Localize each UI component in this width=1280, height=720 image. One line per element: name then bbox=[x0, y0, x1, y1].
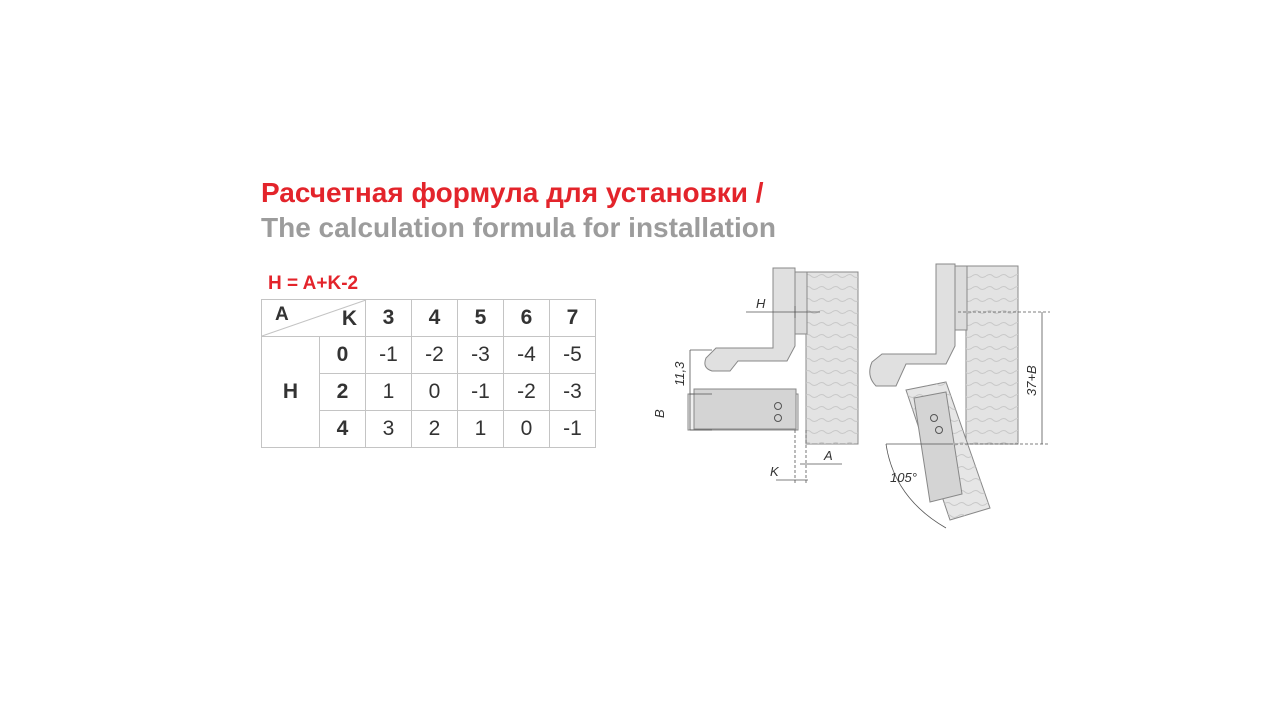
corner-label-a: A bbox=[275, 304, 289, 325]
k-value: 4 bbox=[412, 300, 458, 337]
label-h: H bbox=[756, 296, 766, 311]
open-hinge-drawing bbox=[870, 264, 1050, 528]
label-angle: 105° bbox=[890, 470, 917, 485]
label-a: A bbox=[824, 448, 833, 463]
k-value: 3 bbox=[366, 300, 412, 337]
wood-grain bbox=[806, 272, 858, 444]
table-cell: 0 bbox=[412, 374, 458, 411]
mounting-plate bbox=[795, 272, 807, 334]
wood-grain bbox=[966, 266, 1018, 444]
hinge-arm bbox=[870, 264, 955, 386]
a-value: 4 bbox=[320, 411, 366, 448]
table-cell: -3 bbox=[550, 374, 596, 411]
hinge-diagram bbox=[650, 258, 1039, 538]
mounting-plate bbox=[955, 266, 967, 330]
hinge-cup bbox=[694, 389, 796, 429]
table-cell: -2 bbox=[504, 374, 550, 411]
h-label: H bbox=[262, 337, 320, 448]
table-cell: 1 bbox=[458, 411, 504, 448]
table-cell: -5 bbox=[550, 337, 596, 374]
hinge-arm bbox=[705, 268, 795, 371]
table-cell: 3 bbox=[366, 411, 412, 448]
a-value: 2 bbox=[320, 374, 366, 411]
a-value: 0 bbox=[320, 337, 366, 374]
k-label: K bbox=[341, 307, 357, 330]
label-k: K bbox=[770, 464, 779, 479]
table-cell: -3 bbox=[458, 337, 504, 374]
table-cell: 2 bbox=[412, 411, 458, 448]
table-cell: -1 bbox=[550, 411, 596, 448]
table-cell: -1 bbox=[366, 337, 412, 374]
table-cell: 0 bbox=[504, 411, 550, 448]
k-value: 6 bbox=[504, 300, 550, 337]
table-cell: -1 bbox=[458, 374, 504, 411]
table-cell: -4 bbox=[504, 337, 550, 374]
title-ru: Расчетная формула для установки / bbox=[261, 177, 764, 208]
formula: H = A+K-2 bbox=[268, 273, 359, 294]
table-header-row bbox=[262, 300, 596, 337]
label-11-3: 11,3 bbox=[672, 361, 687, 386]
corner-cell bbox=[262, 300, 366, 337]
closed-hinge-drawing bbox=[652, 268, 858, 484]
table-cell: -2 bbox=[412, 337, 458, 374]
calculation-table bbox=[261, 299, 596, 448]
k-value: 5 bbox=[458, 300, 504, 337]
k-value: 7 bbox=[550, 300, 596, 337]
title-en: The calculation formula for installation bbox=[261, 212, 776, 243]
label-37b: 37+B bbox=[1024, 365, 1039, 396]
table-row bbox=[262, 337, 596, 374]
label-b: B bbox=[652, 409, 667, 418]
table-cell: 1 bbox=[366, 374, 412, 411]
